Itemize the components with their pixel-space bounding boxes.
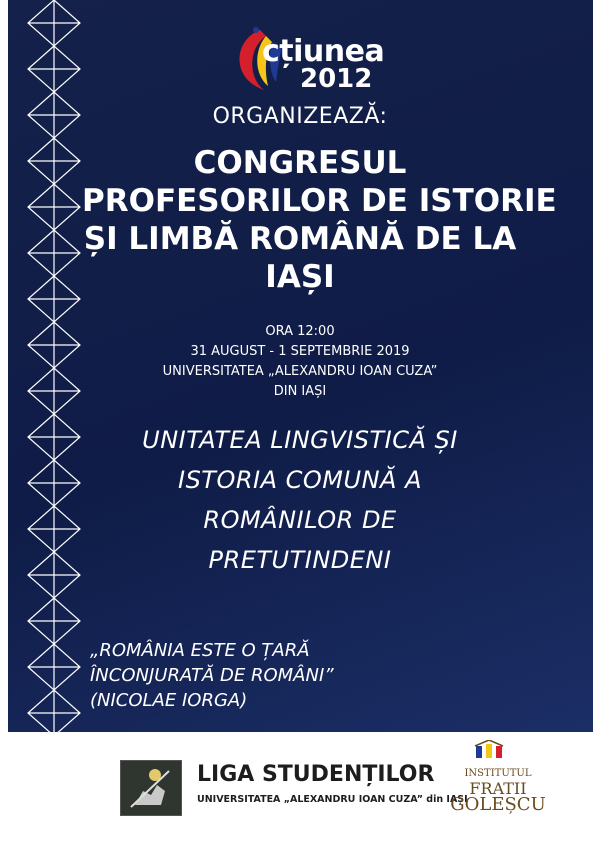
quote-line: ÎNCONJURATĂ DE ROMÂNI” [90, 665, 334, 686]
title-line: ȘI LIMBĂ ROMÂNĂ DE LA [83, 221, 517, 257]
institute-building-icon [474, 740, 504, 760]
logo-year: 2012 [300, 64, 373, 94]
event-venue: UNIVERSITATEA „ALEXANDRU IOAN CUZA” [162, 364, 438, 379]
event-details [140, 322, 460, 402]
theme-line: PRETUTINDENI [208, 546, 392, 574]
theme-line: UNITATEA LINGVISTICĂ ȘI [142, 426, 458, 454]
quote-line: „ROMÂNIA ESTE O ȚARĂ [90, 640, 310, 661]
event-venue-city: DIN IAȘI [273, 384, 327, 399]
theme-line: ROMÂNILOR DE [203, 506, 397, 534]
title-line: PROFESORILOR DE ISTORIE [82, 183, 557, 219]
iorga-quote [90, 638, 420, 713]
institute-name-line3: GOLEȘCU [450, 794, 546, 815]
diamond-lattice-ornament [24, 0, 84, 848]
title-line: CONGRESUL [193, 145, 407, 181]
organizes-heading: ORGANIZEAZĂ: [212, 104, 388, 129]
liga-studentilor-subtitle: UNIVERSITATEA „ALEXANDRU IOAN CUZA” din IAȘI [197, 794, 468, 805]
congress-title [82, 144, 557, 296]
st-george-crest-icon [120, 760, 182, 816]
institute-name-line2: FRATII [469, 779, 527, 798]
event-time: ORA 12:00 [265, 324, 335, 339]
theme-line: ISTORIA COMUNĂ A [177, 466, 422, 494]
congress-theme [100, 420, 500, 580]
title-line: IAȘI [265, 259, 335, 295]
logo-wordmark: cțiunea [262, 34, 385, 69]
quote-author: (NICOLAE IORGA) [90, 690, 248, 711]
event-dates: 31 AUGUST - 1 SEPTEMBRIE 2019 [190, 344, 410, 359]
institute-name-line1: INSTITUTUL [464, 768, 532, 779]
liga-studentilor-title: LIGA STUDENȚILOR [197, 762, 435, 787]
